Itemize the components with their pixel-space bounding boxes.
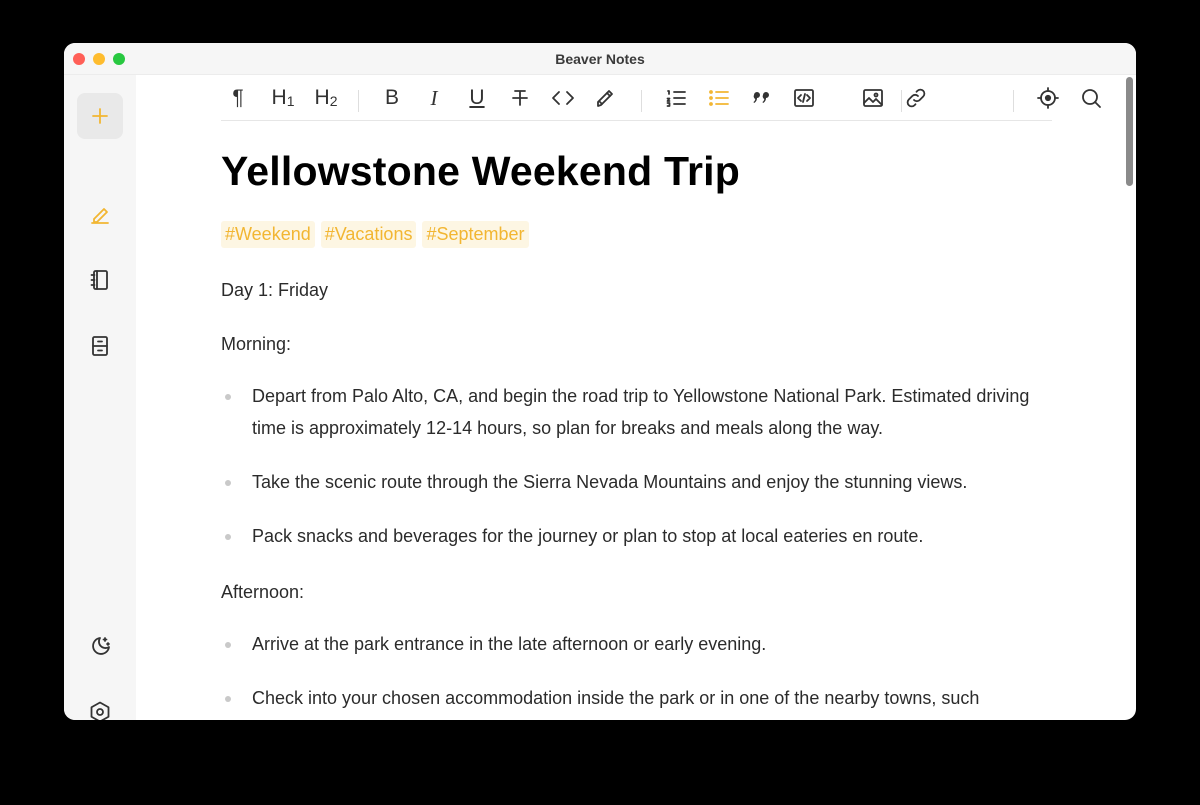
sidebar (64, 75, 136, 720)
list-item: Take the scenic route through the Sierra Nevada Mountains and enjoy the stunning views. (221, 466, 1051, 498)
image-icon (861, 86, 885, 110)
scrollbar-thumb[interactable] (1126, 77, 1133, 186)
bold-icon: B (384, 86, 399, 109)
bullet-dot (225, 534, 231, 540)
notebook-button[interactable] (77, 257, 123, 303)
search-button[interactable] (1076, 84, 1106, 112)
tag[interactable]: #September (422, 221, 528, 248)
crosshair-icon (1036, 86, 1060, 110)
note-title[interactable]: Yellowstone Weekend Trip (221, 148, 740, 194)
code-icon (551, 86, 575, 110)
paragraph: Day 1: Friday (221, 280, 329, 300)
paragraph-button[interactable] (223, 84, 253, 112)
moon-stars-icon (88, 635, 112, 659)
paragraph-icon: ¶ (232, 86, 244, 109)
archive-button[interactable] (77, 323, 123, 369)
blockquote-button[interactable] (747, 84, 777, 112)
heading2-icon: $H_2$ (314, 86, 338, 109)
bullet-list-button[interactable] (704, 84, 734, 112)
notebook-icon (88, 268, 112, 292)
section-heading: Morning: (221, 334, 292, 354)
notes-button[interactable] (77, 192, 123, 238)
code-block-button[interactable] (789, 84, 819, 112)
highlighter-icon (594, 86, 618, 110)
toolbar-divider (1013, 90, 1014, 112)
archive-icon (88, 334, 112, 358)
focus-mode-button[interactable] (1033, 84, 1063, 112)
pencil-icon (88, 203, 112, 227)
search-icon (1079, 86, 1103, 110)
bullet-dot (225, 394, 231, 400)
bold-button[interactable] (377, 84, 407, 112)
highlight-button[interactable] (591, 84, 621, 112)
list-item: Depart from Palo Alto, CA, and begin the road trip to Yellowstone National Park. Estimated driving time is approximately 12-14 hours, so plan for breaks and meals along the way. (221, 380, 1051, 444)
heading1-icon: $H_1$ (271, 86, 295, 109)
heading2-button[interactable] (308, 84, 344, 112)
italic-button[interactable] (419, 84, 449, 112)
strikethrough-icon (508, 86, 532, 110)
underline-button[interactable] (462, 84, 492, 112)
tag-list (221, 221, 529, 248)
new-note-button[interactable] (77, 93, 123, 139)
bullet-dot (225, 480, 231, 486)
bullet-dot (225, 642, 231, 648)
italic-icon: I (430, 85, 438, 110)
insert-image-button[interactable] (858, 84, 888, 112)
link-icon (904, 86, 928, 110)
ordered-list-icon (664, 86, 688, 110)
inline-code-button[interactable] (548, 84, 578, 112)
bullet-list-icon (707, 86, 731, 110)
strikethrough-button[interactable] (505, 84, 535, 112)
list-item: Check into your chosen accommodation inside the park or in one of the nearby towns, such (221, 682, 1051, 714)
plus-icon (88, 104, 112, 128)
heading1-button[interactable] (265, 84, 301, 112)
insert-link-button[interactable] (901, 84, 931, 112)
toolbar-divider (641, 90, 642, 112)
section-heading: Afternoon: (221, 582, 305, 602)
ordered-list-button[interactable] (661, 84, 691, 112)
tag[interactable]: #Weekend (221, 221, 315, 248)
formatting-toolbar (221, 76, 1052, 121)
app-window (64, 43, 1136, 720)
bullet-dot (225, 696, 231, 702)
title-bar (64, 43, 1136, 75)
toolbar-divider (358, 90, 359, 112)
tag[interactable]: #Vacations (321, 221, 417, 248)
quote-icon (750, 86, 774, 110)
hexagon-settings-icon (88, 700, 112, 720)
list-item: Pack snacks and beverages for the journey or plan to stop at local eateries en route. (221, 520, 1051, 552)
settings-button[interactable] (77, 689, 123, 720)
window-title: Beaver Notes (555, 51, 645, 67)
list-item: Arrive at the park entrance in the late afternoon or early evening. (221, 628, 1051, 660)
code-block-icon (792, 86, 816, 110)
dark-mode-button[interactable] (77, 624, 123, 670)
underline-icon: U (469, 86, 485, 109)
